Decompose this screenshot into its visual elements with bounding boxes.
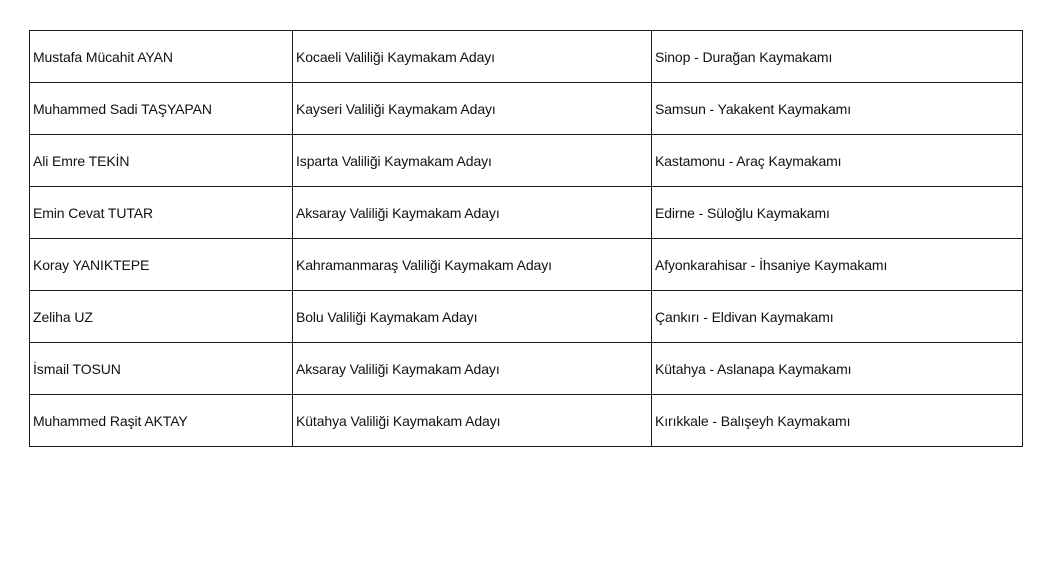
name-cell: Emin Cevat TUTAR: [30, 187, 293, 239]
name-cell: Muhammed Sadi TAŞYAPAN: [30, 83, 293, 135]
appointments-table-body: [30, 31, 1023, 447]
new-post-cell: Afyonkarahisar - İhsaniye Kaymakamı: [652, 239, 1023, 291]
table-row: [30, 83, 1023, 135]
new-post-cell: Samsun - Yakakent Kaymakamı: [652, 83, 1023, 135]
previous-post-cell: Aksaray Valiliği Kaymakam Adayı: [293, 343, 652, 395]
new-post-cell: Kastamonu - Araç Kaymakamı: [652, 135, 1023, 187]
name-cell: Koray YANIKTEPE: [30, 239, 293, 291]
appointments-table: [29, 30, 1023, 447]
previous-post-cell: Bolu Valiliği Kaymakam Adayı: [293, 291, 652, 343]
table-row: [30, 187, 1023, 239]
previous-post-cell: Kocaeli Valiliği Kaymakam Adayı: [293, 31, 652, 83]
new-post-cell: Kırıkkale - Balışeyh Kaymakamı: [652, 395, 1023, 447]
name-cell: Ali Emre TEKİN: [30, 135, 293, 187]
table-row: [30, 291, 1023, 343]
table-row: [30, 343, 1023, 395]
new-post-cell: Edirne - Süloğlu Kaymakamı: [652, 187, 1023, 239]
new-post-cell: Sinop - Durağan Kaymakamı: [652, 31, 1023, 83]
previous-post-cell: Aksaray Valiliği Kaymakam Adayı: [293, 187, 652, 239]
new-post-cell: Çankırı - Eldivan Kaymakamı: [652, 291, 1023, 343]
previous-post-cell: Kayseri Valiliği Kaymakam Adayı: [293, 83, 652, 135]
name-cell: Muhammed Raşit AKTAY: [30, 395, 293, 447]
name-cell: İsmail TOSUN: [30, 343, 293, 395]
new-post-cell: Kütahya - Aslanapa Kaymakamı: [652, 343, 1023, 395]
previous-post-cell: Kahramanmaraş Valiliği Kaymakam Adayı: [293, 239, 652, 291]
table-row: [30, 239, 1023, 291]
table-row: [30, 395, 1023, 447]
name-cell: Mustafa Mücahit AYAN: [30, 31, 293, 83]
name-cell: Zeliha UZ: [30, 291, 293, 343]
previous-post-cell: Kütahya Valiliği Kaymakam Adayı: [293, 395, 652, 447]
previous-post-cell: Isparta Valiliği Kaymakam Adayı: [293, 135, 652, 187]
table-row: [30, 135, 1023, 187]
table-row: [30, 31, 1023, 83]
